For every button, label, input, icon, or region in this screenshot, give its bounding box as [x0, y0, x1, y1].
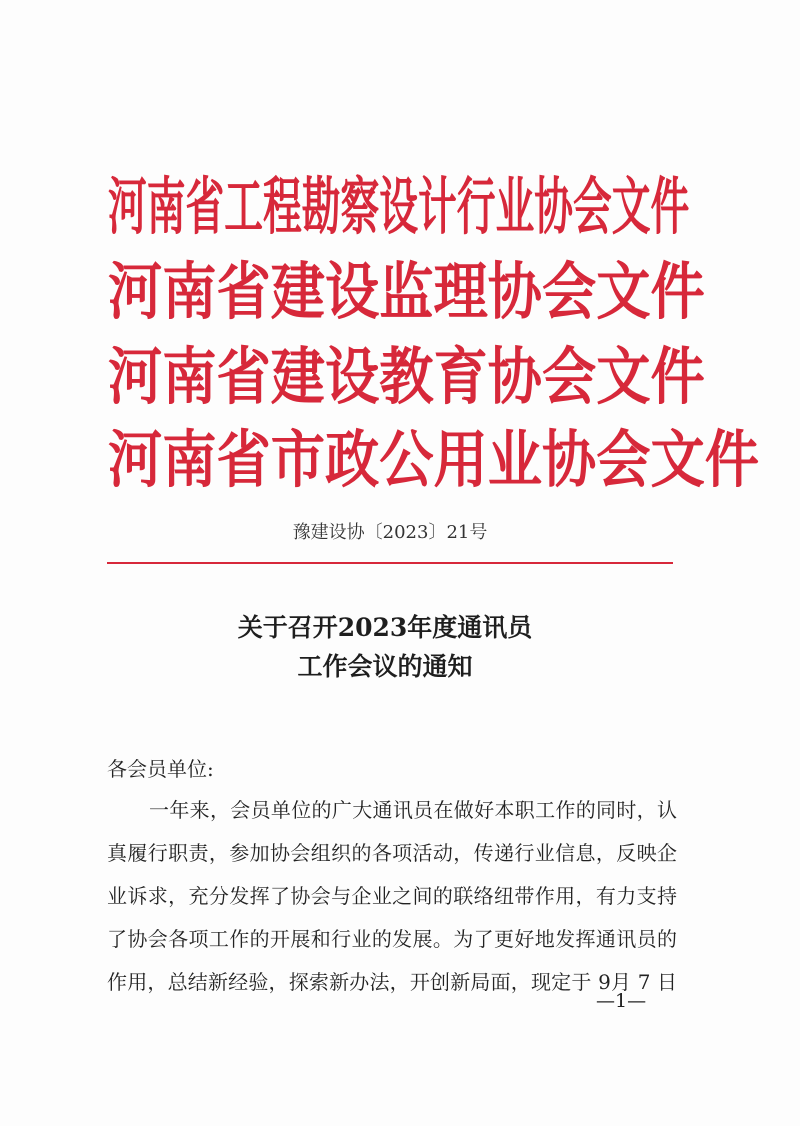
- body-line: 业诉求，充分发挥了协会与企业之间的联络纽带作用，有力支持: [107, 884, 677, 908]
- issuer-header-3: 河南省建设教育协会文件: [108, 340, 705, 413]
- body-line: 了协会各项工作的开展和行业的发展。为了更好地发挥通讯员的: [107, 927, 677, 951]
- issuer-header-4: 河南省市政公用业协会文件: [108, 423, 760, 496]
- red-divider: [107, 562, 673, 564]
- document-title-line-2: 工作会议的通知: [297, 652, 473, 681]
- document-number: 豫建设协〔2023〕21号: [292, 522, 488, 543]
- body-line: 作用，总结新经验，探索新办法，开创新局面，现定于 9月 7 日: [107, 970, 677, 994]
- document-title-line-1: 关于召开2023年度通讯员: [237, 613, 533, 642]
- body-line: 一年来，会员单位的广大通讯员在做好本职工作的同时，认: [149, 798, 677, 822]
- body-line: 真履行职责，参加协会组织的各项活动，传递行业信息，反映企: [107, 841, 677, 865]
- page-number: —1—: [596, 990, 647, 1012]
- issuer-header-2: 河南省建设监理协会文件: [108, 255, 705, 328]
- body-paragraph: [107, 796, 677, 1011]
- issuer-header-1: 河南省工程勘察设计行业协会文件: [108, 170, 690, 243]
- salutation: 各会员单位:: [107, 757, 214, 781]
